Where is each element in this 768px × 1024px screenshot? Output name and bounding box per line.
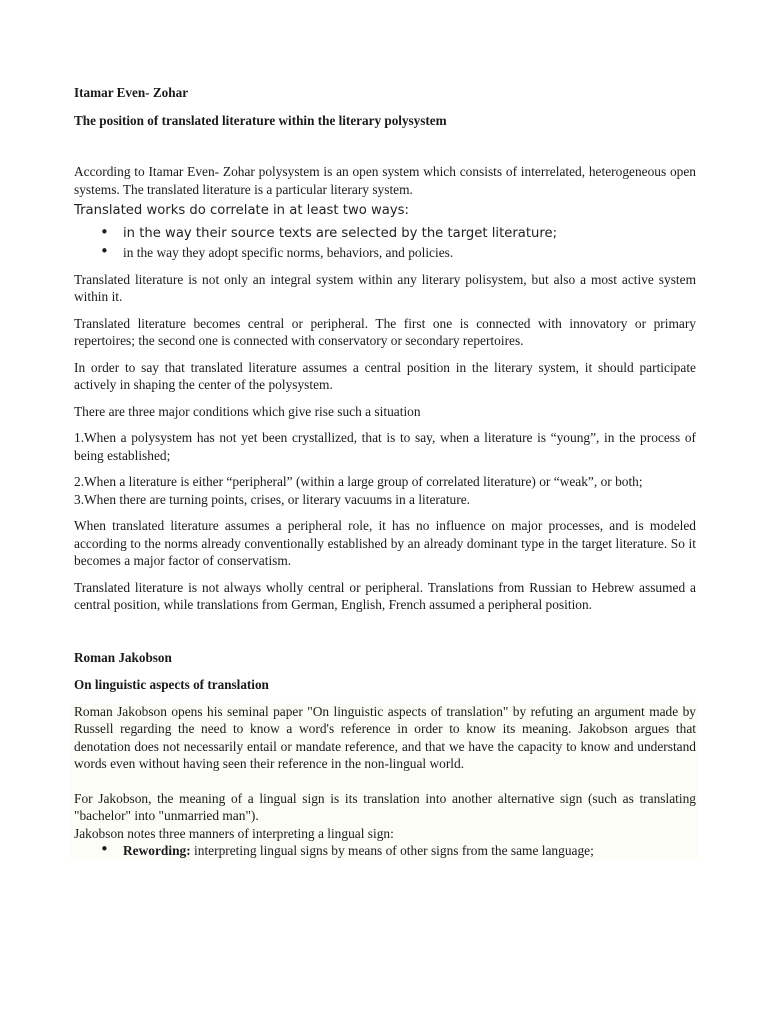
paragraph: There are three major conditions which give rise such a situation [74,403,421,419]
highlighted-block [71,703,698,860]
paragraph: When translated literature assumes a peripheral role, it has no influence on major processes, and is modeled according to the norms already conventionally established by an already dominant type in the target literature. So it becomes a major factor of conservatism. [74,518,696,568]
paragraph: Translated literature is not only an integral system within any literary polisystem, but also a most active system within it. [74,271,696,304]
bullet-list [74,842,696,860]
paragraph: Roman Jakobson opens his seminal paper "On linguistic aspects of translation" by refuting an argument made by Russell regarding the need to know a word's reference in order to know its meaning. Jakobson argues that denotation does not necessarily entail or mandate reference, and that we have the capacity to know and understand words even without having seen their reference in the non-lingual world. [74,703,696,771]
paragraph: Translated literature is not always wholly central or peripheral. Translations from Russian to Hebrew assumed a central position, while translations from German, English, French assumed a peripheral position. [74,579,696,612]
list-term: Rewording: [123,843,191,858]
paragraph: Translated literature becomes central or peripheral. The first one is connected with innovatory or primary repertoires; the second one is connected with conservatory or secondary repertoires. [74,315,696,348]
list-item: • in the way they adopt specific norms, behaviors, and policies. [74,244,696,262]
paragraph: Translated works do correlate in at least two ways: [74,203,409,218]
paragraph: Jakobson notes three manners of interpreting a lingual sign: [74,825,394,841]
author-heading: Itamar Even- Zohar [74,85,189,100]
section-title: On linguistic aspects of translation [74,677,269,692]
condition-item: 2.When a literature is either “peripheral” (within a large group of correlated literature) or “weak”, or both; [74,474,643,489]
paragraph: According to Itamar Even- Zohar polysystem is an open system which consists of interrelated, heterogeneous open systems. The translated literature is a particular literary system. [74,164,696,197]
list-item: • in the way their source texts are selected by the target literature; [74,225,696,243]
author-heading: Roman Jakobson [74,649,172,665]
list-item [74,842,696,860]
paragraph: For Jakobson, the meaning of a lingual sign is its translation into another alternative sign (such as translating "bachelor" into "unmarried man"). [74,790,696,823]
list-text: interpreting lingual signs by means of other signs from the same language; [190,843,594,858]
section-title: The position of translated literature within the literary polysystem [74,112,447,128]
condition-item: 3.When there are turning points, crises, or literary vacuums in a literature. [74,491,470,507]
paragraph: In order to say that translated literature assumes a central position in the literary system, it should participate actively in shaping the center of the polysystem. [74,359,696,392]
bullet-list [74,225,696,262]
document-body [74,84,696,860]
condition-item: 1.When a polysystem has not yet been crystallized, that is to say, when a literature is “young”, in the process of being established; [74,430,696,463]
